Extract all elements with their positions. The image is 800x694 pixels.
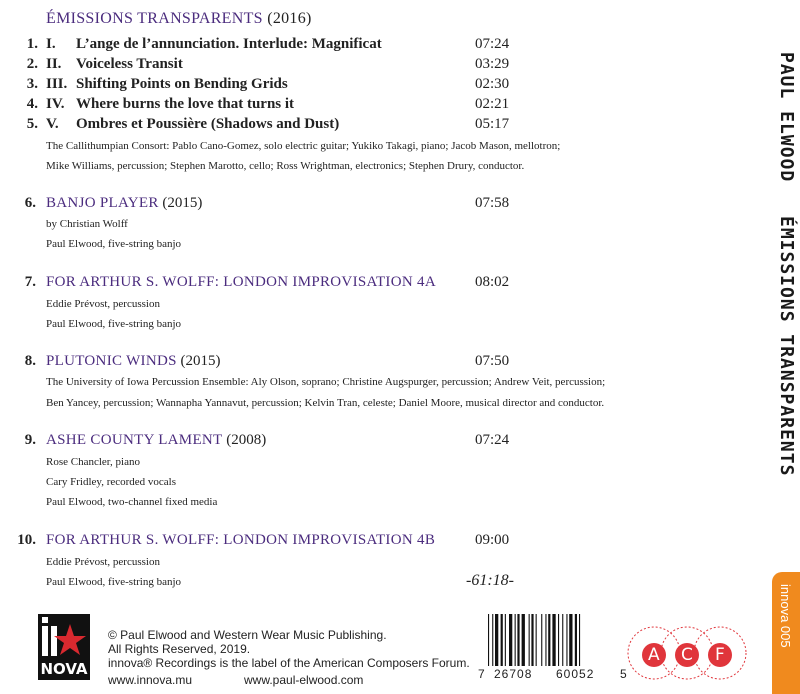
track-number: 3. [26,76,38,92]
barcode-graphic [488,614,616,666]
barcode-digit: 5 [620,667,627,681]
track-title-line [46,532,435,549]
movement-title: Voiceless Transit [76,56,183,72]
acf-letter: A [648,645,660,665]
list-item [0,116,540,136]
performer-credit: Rose Chancler, piano [46,456,140,468]
track-number: 6. [24,195,36,211]
track-duration: 07:24 [475,36,510,52]
spine-artist: PAUL ELWOOD [776,52,797,183]
track-title-line [46,353,220,370]
barcode-digit-group: 26708 [494,667,533,681]
track-duration: 07:50 [475,353,510,369]
movement-title: Shifting Points on Bending Grids [76,76,288,92]
performer-credit: Eddie Prévost, percussion [46,556,160,568]
movement-numeral: I. [46,36,56,52]
track-number: 7. [24,274,36,290]
copyright-line: © Paul Elwood and Western Wear Music Publishing. [108,628,387,642]
performer-credit: Mike Williams, percussion; Stephen Marotto, cello; Ross Wrightman, electronics; Stephen Drury, conductor. [46,160,525,172]
performer-credit: Eddie Prévost, percussion [46,298,160,310]
movement-numeral: IV. [46,96,65,112]
track-title: ASHE COUNTY LAMENT [46,432,223,448]
track-duration: 07:58 [475,195,510,211]
acf-letter: C [681,645,693,665]
performer-credit: Paul Elwood, five-string banjo [46,238,182,250]
track-title: FOR ARTHUR S. WOLFF: LONDON IMPROVISATION 4A [46,274,436,290]
innova-url: www.innova.mu [108,673,193,687]
movement-numeral: III. [46,76,68,92]
track-number: 10. [17,532,36,548]
label-line: innova® Recordings is the label of the American Composers Forum. [108,656,470,670]
performer-credit: The Callithumpian Consort: Pablo Cano-Gomez, solo electric guitar; Yukiko Takagi, piano; Jacob Mason, mellotron; [46,140,561,152]
track-duration: 08:02 [475,274,510,290]
performer-credit: by Christian Wolff [46,218,128,230]
total-duration: -61:18- [466,572,514,589]
track-number: 5. [26,116,38,132]
performer-credit: Ben Yancey, percussion; Wannapha Yannavut, percussion; Kelvin Tran, celeste; Daniel Moore, musical director and conductor. [46,397,605,409]
artist-url: www.paul-elwood.com [244,673,364,687]
track-duration: 02:21 [475,96,510,112]
movement-title: Where burns the love that turns it [76,96,295,112]
list-item [0,56,540,76]
acf-letter: F [715,645,725,665]
barcode-digit-group: 60052 [556,667,595,681]
performer-credit: Paul Elwood, five-string banjo [46,318,182,330]
suite-title: ÉMISSIONS TRANSPARENTS [46,10,263,27]
suite-heading [46,10,312,28]
performer-credit: The University of Iowa Percussion Ensemble: Aly Olson, soprano; Christine Augspurger, percussion; Andrew Veit, percussion; [46,376,606,388]
track-title: PLUTONIC WINDS [46,353,177,369]
acf-logo [624,620,750,686]
track-year: (2015) [180,353,221,369]
movement-numeral: V. [46,116,59,132]
track-number: 8. [24,353,36,369]
barcode-digit: 7 [478,667,485,681]
track-year: (2008) [226,432,267,448]
track-year: (2015) [162,195,203,211]
innova-logo [38,614,90,680]
list-item [0,96,540,116]
movement-title: L’ange de l’annunciation. Interlude: Magnificat [76,36,382,52]
track-title: FOR ARTHUR S. WOLFF: LONDON IMPROVISATION 4B [46,532,436,548]
track-duration: 07:24 [475,432,510,448]
catalog-tab [772,572,800,694]
logo-wordmark: NOVA [40,660,88,678]
star-icon [54,624,86,655]
performer-credit: Paul Elwood, five-string banjo [46,576,182,588]
track-number: 4. [26,96,38,112]
track-duration: 09:00 [475,532,510,548]
spine-album: ÉMISSIONS TRANSPARENTS [776,216,797,477]
list-item [0,76,540,96]
track-number: 1. [26,36,38,52]
list-item [0,36,540,56]
performer-credit: Cary Fridley, recorded vocals [46,476,177,488]
track-title-line [46,195,202,212]
movement-numeral: II. [46,56,62,72]
rights-line: All Rights Reserved, 2019. [108,642,251,656]
track-number: 9. [24,432,36,448]
track-title-line [46,432,266,449]
suite-year: (2016) [267,10,312,27]
track-duration: 05:17 [475,116,510,132]
track-duration: 02:30 [475,76,510,92]
performer-credit: Paul Elwood, two-channel fixed media [46,496,218,508]
track-number: 2. [26,56,38,72]
catalog-number: innova 005 [778,584,793,648]
track-title-line [46,274,436,291]
track-title: BANJO PLAYER [46,195,159,211]
movement-title: Ombres et Poussière (Shadows and Dust) [76,116,340,132]
track-duration: 03:29 [475,56,510,72]
